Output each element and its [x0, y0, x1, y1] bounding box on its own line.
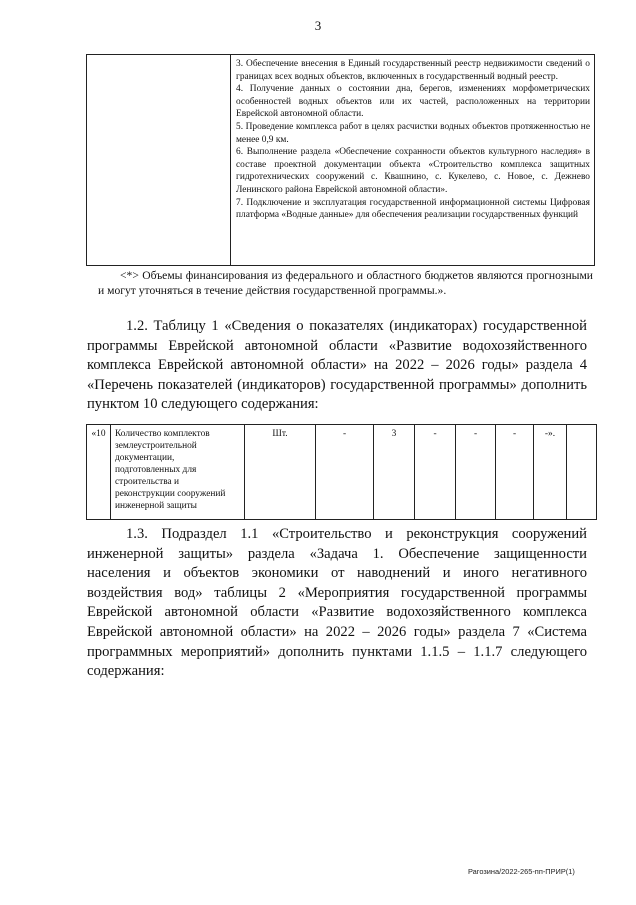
page-number: 3 [314, 18, 322, 33]
measure-item-4: 4. Получение данных о состоянии дна, берегов, изменениях морфометрических особенностей водных объектов или их частей, расположенных на территории Еврейской автономной области. [236, 84, 590, 120]
indicator-value-6: -». [534, 425, 567, 520]
footnote: <*> Объемы финансирования из федерального и областного бюджетов являются прогнозными и могут уточняться в течение действия государственной программы.». [98, 269, 593, 297]
paragraph-1-2: 1.2. Таблицу 1 «Сведения о показателях (индикаторах) государственной программы Еврейской автономной области «Развитие водохозяйственного комплекса Еврейской автономной области» на 2022 – 2026 годы» раздела 4 «Перечень показателей (индикаторов) государственной программы» дополнить пунктом 10 следующего содержания: [87, 318, 587, 413]
indicator-table [86, 424, 597, 520]
document-code: Рагозина/2022-265-пп-ПРИР(1) [468, 867, 575, 876]
measure-item-3: 3. Обеспечение внесения в Единый государственный реестр недвижимости сведений о границах всех водных объектов, включенных в государственный водный реестр. [236, 59, 590, 82]
indicator-value-1: - [316, 425, 374, 520]
indicator-value-2: 3 [374, 425, 415, 520]
measure-item-7: 7. Подключение и эксплуатация государственной информационной системы Цифровая платформа «Водные данные» для обеспечения реализации государственных функций [236, 197, 590, 221]
measures-list-cell [231, 55, 595, 266]
measures-table-empty-cell [87, 55, 231, 266]
indicator-value-5: - [496, 425, 534, 520]
measures-table [86, 54, 595, 266]
indicator-name: Количество комплектов землеустроительной документации, подготовленных для строительства и реконструкции сооружений инженерной защиты [111, 425, 245, 520]
measure-item-5: 5. Проведение комплекса работ в целях расчистки водных объектов протяженностью не менее 0,9 км. [236, 121, 590, 145]
indicator-value-4: - [456, 425, 496, 520]
table-row [87, 425, 597, 520]
indicator-blank-cell [567, 425, 597, 520]
measure-item-6: 6. Выполнение раздела «Обеспечение сохранности объектов культурного наследия» в составе проектной документации объекта «Строительство комплекса защитных гидротехнических сооружений с. Квашнино, с. Кукелево, с. Новое, с. Дежнево Ленинского района Еврейской автономной области». [236, 147, 590, 195]
indicator-value-3: - [415, 425, 456, 520]
paragraph-1-3: 1.3. Подраздел 1.1 «Строительство и реконструкция сооружений инженерной защиты» раздела «Задача 1. Обеспечение защищенности населения и объектов экономики от наводнений и иного негативного воздействия вод» таблицы 2 «Мероприятия государственной программы Еврейской автономной области «Развитие водохозяйственного комплекса Еврейской автономной области» на 2022 – 2026 годы» раздела 7 «Система программных мероприятий» дополнить пунктами 1.1.5 – 1.1.7 следующего содержания: [87, 526, 587, 680]
indicator-unit: Шт. [245, 425, 316, 520]
indicator-number: «10 [87, 425, 111, 520]
